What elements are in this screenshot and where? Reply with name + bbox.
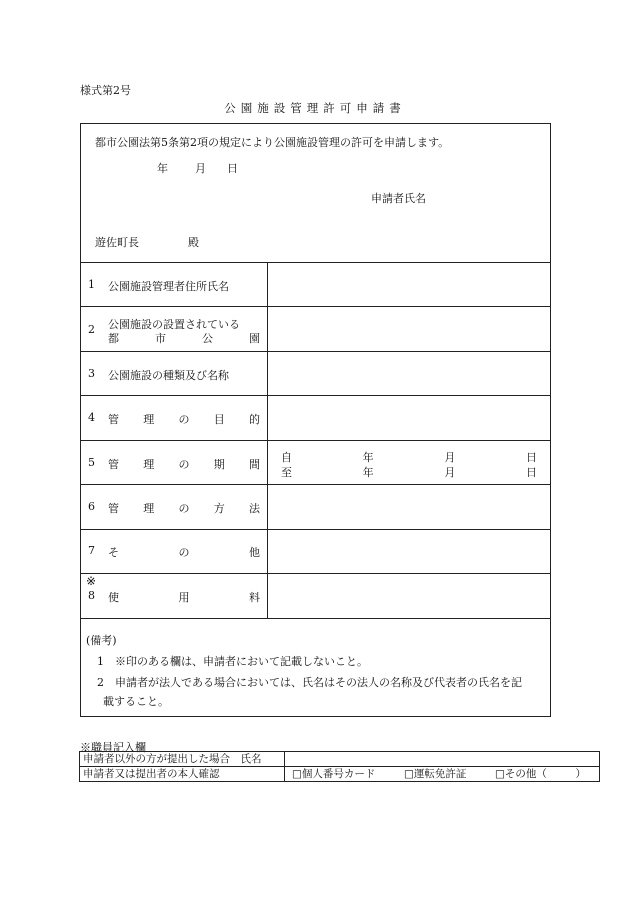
label-char: 管 xyxy=(108,458,119,471)
table-row xyxy=(80,752,600,767)
date-month-label: 月 xyxy=(195,162,206,175)
item-label-fee xyxy=(108,589,260,605)
manager-address-name-field[interactable] xyxy=(268,263,551,306)
label-char: 法 xyxy=(249,502,260,515)
label-char: 使 xyxy=(108,591,119,604)
remarks-heading: (備考) xyxy=(86,634,117,647)
period-to-row[interactable] xyxy=(281,464,537,480)
staff-table xyxy=(79,751,600,782)
item-number: 4 xyxy=(88,411,95,424)
method-field[interactable] xyxy=(268,485,551,529)
item-label-facility-location: 公園施設の設置されている xyxy=(108,318,240,331)
period-from-label: 自 xyxy=(281,451,292,464)
item-number: 5 xyxy=(88,456,95,469)
application-statement: 都市公園法第5条第2項の規定により公園施設管理の許可を申請します。 xyxy=(95,136,450,149)
label-char: 管 xyxy=(108,413,119,426)
label-char: 理 xyxy=(143,458,155,471)
label-char: 他 xyxy=(249,546,260,559)
fee-field[interactable] xyxy=(268,574,551,618)
label-char: 料 xyxy=(249,591,260,604)
staff-section-label: ※職員記入欄 xyxy=(80,741,146,754)
item-label-city-park xyxy=(108,330,260,346)
period-year-label: 年 xyxy=(362,451,374,464)
item-label-method xyxy=(108,500,260,516)
divider xyxy=(81,618,550,619)
proxy-submitter-label: 申請者以外の方が提出した場合 氏名 xyxy=(80,752,285,767)
staff-only-mark: ※ xyxy=(86,574,97,588)
item-label-purpose xyxy=(108,411,260,427)
table-row xyxy=(80,767,600,782)
remarks-note-2: 2 申請者が法人である場合においては、氏名はその法人の名称及び代表者の氏名を記 xyxy=(97,676,522,689)
period-day-label: 日 xyxy=(525,451,537,464)
item-number: 3 xyxy=(88,367,95,380)
period-to-label: 至 xyxy=(281,466,292,479)
label-char: 理 xyxy=(143,502,155,515)
date-day-label: 日 xyxy=(227,162,238,175)
form-code: 様式第2号 xyxy=(80,84,131,97)
purpose-field[interactable] xyxy=(268,396,551,440)
item-number: 1 xyxy=(88,278,95,291)
facility-type-name-field[interactable] xyxy=(268,352,551,395)
item-label-period xyxy=(108,456,260,472)
other-field[interactable] xyxy=(268,530,551,573)
option-mynumber-card[interactable]: □個人番号カード xyxy=(292,768,376,780)
facility-location-field[interactable] xyxy=(268,307,551,351)
option-drivers-license[interactable]: □運転免許証 xyxy=(404,768,467,780)
period-from-row[interactable] xyxy=(281,449,537,465)
label-char: の xyxy=(178,502,190,515)
item-number: 7 xyxy=(88,544,95,557)
label-char: 的 xyxy=(249,413,260,426)
divider xyxy=(81,440,550,441)
item-label-other xyxy=(108,544,260,560)
label-char: 理 xyxy=(143,413,155,426)
label-char: 目 xyxy=(213,413,225,426)
label-char: 間 xyxy=(249,458,260,471)
label-char: そ xyxy=(108,546,119,559)
applicant-name-label: 申請者氏名 xyxy=(371,192,426,205)
identity-check-label: 申請者又は提出者の本人確認 xyxy=(80,767,285,782)
item-number: 2 xyxy=(88,323,95,336)
label-char: 用 xyxy=(178,591,190,604)
period-month-label: 月 xyxy=(444,466,456,479)
application-form-box xyxy=(80,123,551,717)
remarks-note-2-continued: 載すること。 xyxy=(103,695,169,708)
label-char: 都 xyxy=(108,332,119,345)
item-number: 8 xyxy=(88,589,95,602)
item-label-manager-address-name: 公園施設管理者住所氏名 xyxy=(108,280,229,293)
item-number: 6 xyxy=(88,500,95,513)
option-other-close: ） xyxy=(575,768,586,780)
label-char: 園 xyxy=(249,332,260,345)
page-title: 公園施設管理許可申請書 xyxy=(224,101,406,115)
date-year-label: 年 xyxy=(157,162,168,175)
addressee: 遊佐町長 xyxy=(95,236,139,249)
addressee-honorific: 殿 xyxy=(188,236,199,249)
identity-check-options xyxy=(285,767,600,782)
label-char: の xyxy=(178,546,190,559)
label-char: の xyxy=(178,413,190,426)
label-char: 管 xyxy=(108,502,119,515)
option-other[interactable]: □その他（ xyxy=(495,768,547,780)
period-month-label: 月 xyxy=(444,451,456,464)
remarks-note-1: 1 ※印のある欄は、申請者において記載しないこと。 xyxy=(97,655,368,668)
period-day-label: 日 xyxy=(525,466,537,479)
label-char: 方 xyxy=(213,502,225,515)
label-char: 市 xyxy=(155,332,166,345)
proxy-submitter-name-field[interactable] xyxy=(285,752,600,767)
label-char: 期 xyxy=(213,458,225,471)
label-char: 公 xyxy=(202,332,213,345)
period-year-label: 年 xyxy=(362,466,374,479)
label-char: の xyxy=(178,458,190,471)
item-label-facility-type-name: 公園施設の種類及び名称 xyxy=(108,369,229,382)
